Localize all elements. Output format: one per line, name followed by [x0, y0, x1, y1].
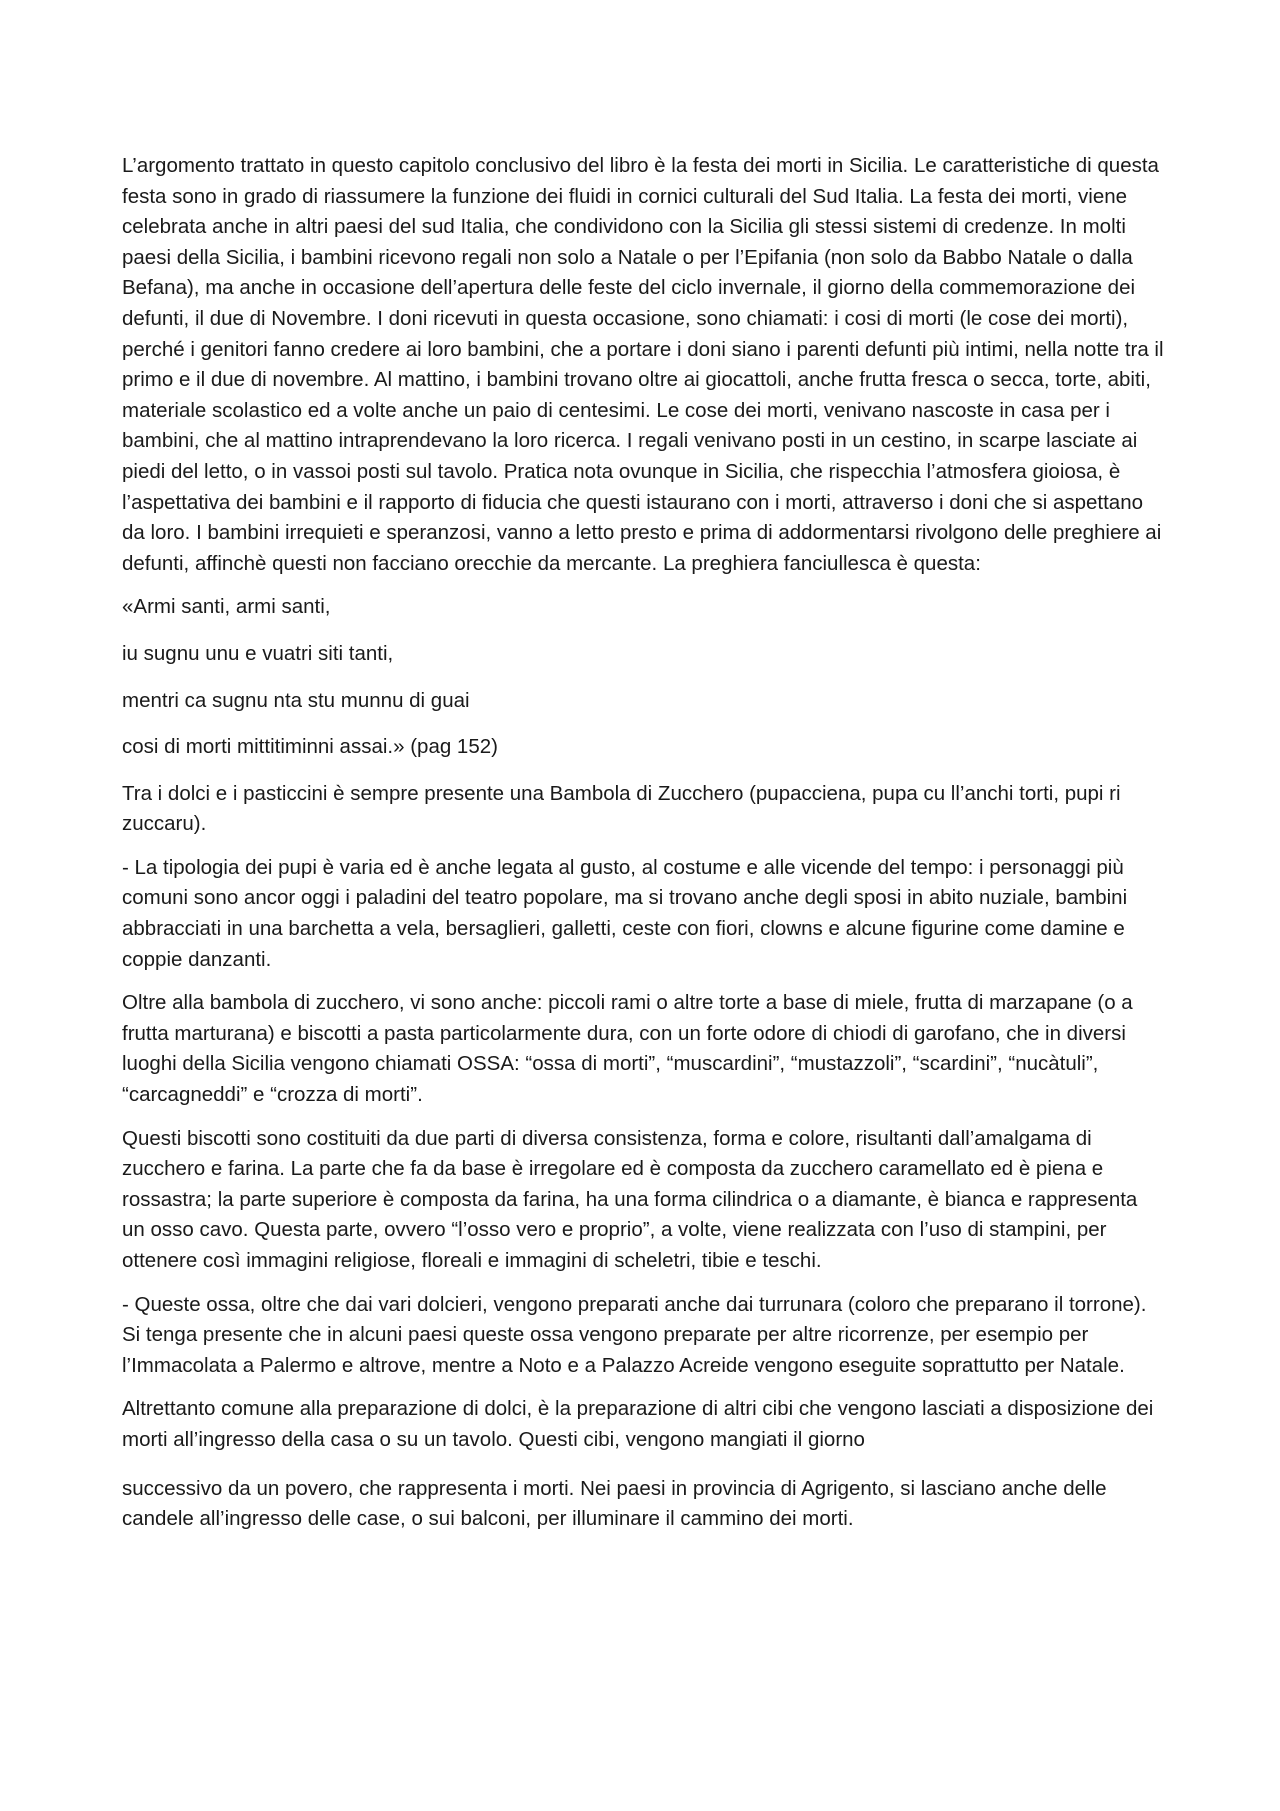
paragraph-sugar-doll: Tra i dolci e i pasticcini è sempre presente una Bambola di Zucchero (pupacciena, pupa cu ll’anchi torti, pupi ri zuccaru).	[122, 781, 1121, 836]
prayer-line-1: «Armi santi, armi santi,	[122, 595, 331, 619]
prayer-line-2: iu sugnu unu e vuatri siti tanti,	[122, 641, 394, 665]
prayer-line-3: mentri ca sugnu nta stu munnu di guai	[122, 688, 470, 712]
document-body	[122, 151, 1164, 1548]
paragraph-turrunara: - Queste ossa, oltre che dai vari dolcieri, vengono preparati anche dai turrunara (coloro che preparano il torrone). Si tenga presente che in alcuni paesi queste ossa vengono preparate per altre ricorrenze, per esempio per l’Immacolata a Palermo e altrove, mentre a Noto e a Palazzo Acreide vengono eseguite soprattutto per Natale.	[122, 1292, 1147, 1377]
paragraph-candles: successivo da un povero, che rappresenta i morti. Nei paesi in provincia di Agrigento, si lasciano anche delle candele all’ingresso delle case, o sui balconi, per illuminare il cammino dei morti.	[122, 1476, 1107, 1531]
paragraph-pupi-types: - La tipologia dei pupi è varia ed è anche legata al gusto, al costume e alle vicende del tempo: i personaggi più comuni sono ancor oggi i paladini del teatro popolare, ma si trovano anche degli sposi in abito nuziale, bambini abbracciati in una barchetta a vela, bersaglieri, galletti, ceste con fiori, clowns e alcune figurine come damine e coppie danzanti.	[122, 855, 1128, 971]
paragraph-biscuits: Questi biscotti sono costituiti da due parti di diversa consistenza, forma e colore, risultanti dall’amalgama di zucchero e farina. La parte che fa da base è irregolare ed è composta da zucchero caramellato ed è piena e rossastra; la parte superiore è composta da farina, ha una forma cilindrica o a diamante, è bianca e rappresenta un osso cavo. Questa parte, ovvero “l’osso vero e proprio”, a volte, viene realizzata con l’uso di stampini, per ottenere così immagini religiose, floreali e immagini di scheletri, tibie e teschi.	[122, 1126, 1138, 1272]
paragraph-offerings: Altrettanto comune alla preparazione di dolci, è la preparazione di altri cibi che vengono lasciati a disposizione dei morti all’ingresso della casa o su un tavolo. Questi cibi, vengono mangiati il giorno	[122, 1397, 1154, 1451]
paragraph-ossa: Oltre alla bambola di zucchero, vi sono anche: piccoli rami o altre torte a base di miele, frutta di marzapane (o a frutta marturana) e biscotti a pasta particolarmente dura, con un forte odore di chiodi di garofano, che in diversi luoghi della Sicilia vengono chiamati OSSA: “ossa di morti”, “muscardini”, “mustazzoli”, “scardini”, “nucàtuli”, “carcagneddi” e “crozza di morti”.	[122, 991, 1133, 1107]
prayer-line-4: cosi di morti mittitiminni assai.» (pag 152)	[122, 735, 498, 759]
paragraph-intro: L’argomento trattato in questo capitolo conclusivo del libro è la festa dei morti in Sicilia. Le caratteristiche di questa festa sono in grado di riassumere la funzione dei fluidi in cornici culturali del Sud Italia. La festa dei morti, viene celebrata anche in altri paesi del sud Italia, che condividono con la Sicilia gli stessi sistemi di credenze. In molti paesi della Sicilia, i bambini ricevono regali non solo a Natale o per l’Epifania (non solo da Babbo Natale o dalla Befana), ma anche in occasione dell’apertura delle feste del ciclo invernale, il giorno della commemorazione dei defunti, il due di Novembre. I doni ricevuti in questa occasione, sono chiamati: i cosi di morti (le cose dei morti), perché i genitori fanno credere ai loro bambini, che a portare i doni siano i parenti defunti più intimi, nella notte tra il primo e il due di novembre. Al mattino, i bambini trovano oltre ai giocattoli, anche frutta fresca o secca, torte, abiti, materiale scolastico ed a volte anche un paio di centesimi. Le cose dei morti, venivano nascoste in casa per i bambini, che al mattino intraprendevano la loro ricerca. I regali venivano posti in un cestino, in scarpe lasciate ai piedi del letto, o in vassoi posti sul tavolo. Pratica nota ovunque in Sicilia, che rispecchia l’atmosfera gioiosa, è l’aspettativa dei bambini e il rapporto di fiducia che questi istaurano con i morti, attraverso i doni che si aspettano da loro. I bambini irrequieti e speranzosi, vanno a letto presto e prima di addormentarsi rivolgono delle preghiere ai defunti, affinchè questi non facciano orecchie da mercante. La preghiera fanciullesca è questa:	[122, 154, 1164, 575]
